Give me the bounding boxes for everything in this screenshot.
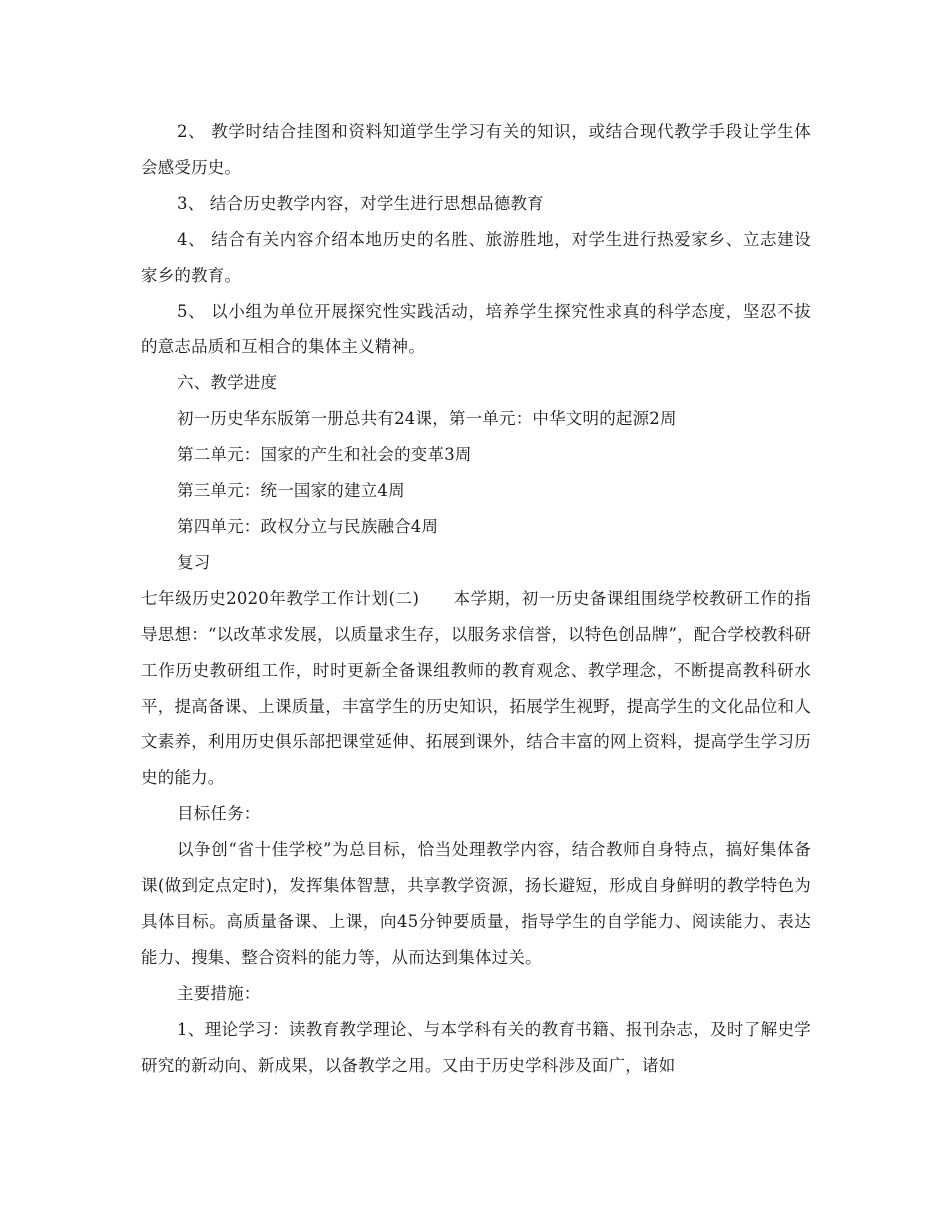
goals-paragraph: 以争创“省十佳学校”为总目标，恰当处理教学内容，结合教师自身特点，搞好集体备课(做到定点定时)，发挥集体智慧，共享教学资源，扬长避短，形成自身鲜明的教学特色为具体目标。高质量备课、上课，向45分钟要质量，指导学生的自学能力、阅读能力、表达能力、搜集、整合资料的能力等，从而达到集体过关。 [141, 840, 811, 967]
paragraph-item-4: 4、 结合有关内容介绍本地历史的名胜、旅游胜地，对学生进行热爱家乡、立志建设家乡的教育。 [141, 229, 811, 285]
schedule-line-review: 复习 [177, 552, 211, 572]
paragraph-item-3: 3、 结合历史教学内容，对学生进行思想品德教育 [177, 193, 544, 213]
section-heading-schedule: 六、教学进度 [177, 373, 278, 393]
document-body [141, 114, 811, 1083]
paragraph-item-5: 5、 以小组为单位开展探究性实践活动，培养学生探究性求真的科学态度，坚忍不拔的意志品质和互相合的集体主义精神。 [141, 301, 811, 357]
schedule-line-unit-3: 第三单元：统一国家的建立4周 [177, 481, 405, 501]
plan-two-intro-paragraph: 七年级历史2020年教学工作计划(二) 本学期，初一历史备课组围绕学校教研工作的指导思想：“以改革求发展，以质量求生存，以服务求信誉，以特色创品牌”，配合学校教科研工作历史教研组工作，时时更新全备课组教师的教育观念、教学理念，不断提高教科研水平，提高备课、上课质量，丰富学生的历史知识，拓展学生视野，提高学生的文化品位和人文素养，利用历史俱乐部把课堂延伸、拓展到课外，结合丰富的网上资料，提高学生学习历史的能力。 [141, 588, 811, 788]
measure-item-1: 1、理论学习：读教育教学理论、与本学科有关的教育书籍、报刊杂志，及时了解史学研究的新动向、新成果，以备教学之用。又由于历史学科涉及面广，诸如 [141, 1019, 811, 1075]
paragraph-item-2: 2、 教学时结合挂图和资料知道学生学习有关的知识，或结合现代教学手段让学生体会感受历史。 [141, 122, 811, 177]
section-heading-measures: 主要措施： [177, 983, 261, 1003]
schedule-line-unit-4: 第四单元：政权分立与民族融合4周 [177, 516, 439, 536]
schedule-line-unit-1: 初一历史华东版第一册总共有24课，第一单元：中华文明的起源2周 [177, 409, 677, 429]
schedule-line-unit-2: 第二单元：国家的产生和社会的变革3周 [177, 445, 472, 465]
section-heading-goals: 目标任务： [177, 804, 261, 824]
